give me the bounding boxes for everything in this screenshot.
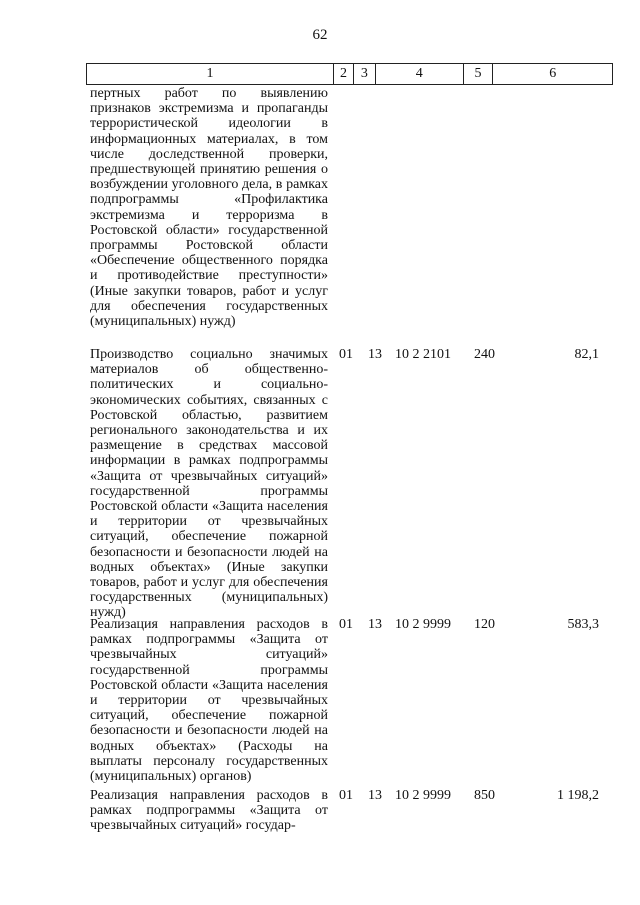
row-description: Реализация направления расходов в рамках подпрограммы «Защита от чрезвычайных ситуаций» государ- xyxy=(90,788,328,834)
header-col-3: 3 xyxy=(354,64,376,84)
table-header xyxy=(86,63,613,85)
row-vr: 240 xyxy=(474,347,495,362)
row-podrazdel: 13 xyxy=(368,617,382,632)
row-csr: 10 2 9999 xyxy=(395,617,451,632)
row-description: Производство социально значимых материалов об общественно-политических и социально-экономических событиях, связанных с Ростовской областью, развитием регионального законодательства и их размещение в средствах массовой информации в рамках подпрограммы «Защита от чрезвычайных ситуаций» государственной программы Ростовской области «Защита населения и территории от чрезвычайных ситуаций, обеспечение пожарной безопасности и безопасности людей на водных объектах» (Иные закупки товаров, работ и услуг для обеспечения государственных (муниципальных) нужд) xyxy=(90,347,328,621)
header-col-4: 4 xyxy=(376,64,464,84)
row-csr: 10 2 9999 xyxy=(395,788,451,803)
row-razdel: 01 xyxy=(339,347,353,362)
row-description: пертных работ по выявлению признаков экстремизма и пропаганды террористической идеологии в информационных материалах, в том числе доследственной проверки, предшествующей принятию решения о возбуждении уголовного дела, в рамках подпрограммы «Профилактика экстремизма и терроризма в Ростовской области» государственной программы Ростовской области «Обеспечение общественного порядка и противодействие преступности» (Иные закупки товаров, работ и услуг для обеспечения государственных (муниципальных) нужд) xyxy=(90,86,328,330)
row-vr: 120 xyxy=(474,617,495,632)
row-csr: 10 2 2101 xyxy=(395,347,451,362)
row-vr: 850 xyxy=(474,788,495,803)
page-number: 62 xyxy=(312,27,328,43)
row-razdel: 01 xyxy=(339,788,353,803)
row-razdel: 01 xyxy=(339,617,353,632)
header-col-5: 5 xyxy=(464,64,494,84)
row-podrazdel: 13 xyxy=(368,347,382,362)
row-sum: 82,1 xyxy=(574,347,599,362)
row-description: Реализация направления расходов в рамках подпрограммы «Защита от чрезвычайных ситуаций» государственной программы Ростовской области «Защита населения и территории от чрезвычайных ситуаций, обеспечение пожарной безопасности и безопасности людей на водных объектах» (Расходы на выплаты персоналу государственных (муниципальных) органов) xyxy=(90,617,328,785)
row-podrazdel: 13 xyxy=(368,788,382,803)
row-sum: 1 198,2 xyxy=(557,788,599,803)
row-sum: 583,3 xyxy=(567,617,599,632)
header-col-1: 1 xyxy=(87,64,334,84)
header-col-6: 6 xyxy=(549,66,557,81)
header-col-2: 2 xyxy=(334,64,354,84)
